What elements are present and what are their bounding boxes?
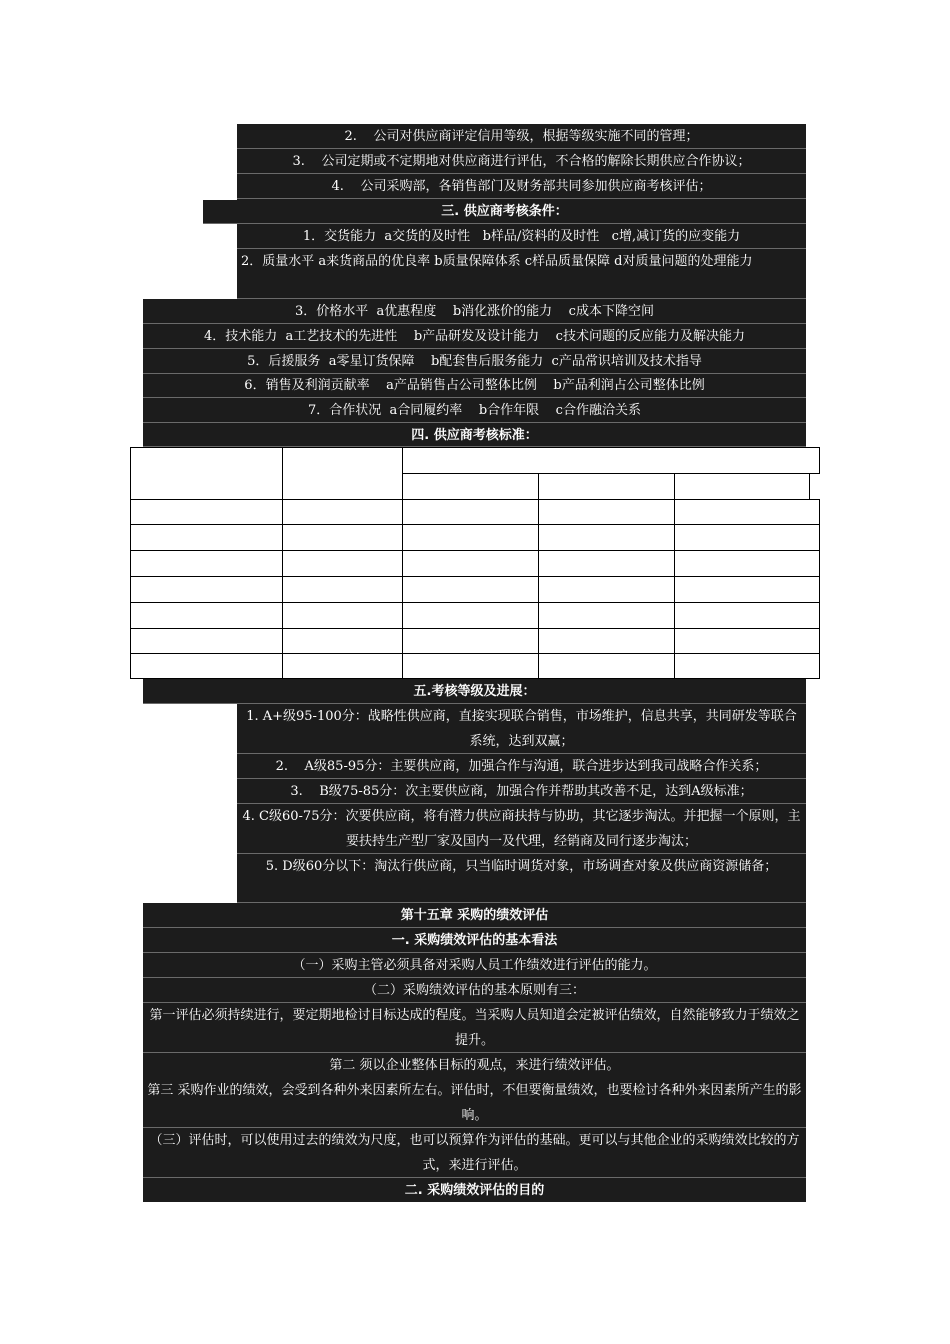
section3-item-5: 5．后援服务 a零星订货保障 b配套售后服务能力 c产品常识培训及技术指导: [143, 349, 806, 374]
table-line: [819, 447, 820, 474]
section3-item-3: 3．价格水平 a优惠程度 b消化涨价的能力 c成本下降空间: [143, 299, 806, 324]
table-line: [819, 499, 820, 679]
section5-item-1: 1. A+级95-100分：战略性供应商，直接实现联合销售，市场维护，信息共享，共同研发等联合系统，达到双赢；: [237, 704, 806, 754]
section5-item-5: 5. D级60分以下：淘汰行供应商，只当临时调货对象，市场调查对象及供应商资源储备；: [237, 854, 806, 903]
section3-item-4: 4．技术能力 a工艺技术的先进性 b产品研发及设计能力 c技术问题的反应能力及解决能力: [143, 324, 806, 349]
section2-item-2: 2. 公司对供应商评定信用等级，根据等级实施不同的管理；: [237, 124, 806, 149]
part1-item-5: 第三 采购作业的绩效，会受到各种外来因素所左右。评估时，不但要衡量绩效，也要检讨各种外来因素所产生的影响。: [143, 1078, 806, 1128]
part1-item-2: （二）采购绩效评估的基本原则有三：: [143, 978, 806, 1003]
table-line: [130, 447, 820, 448]
part1-title: 一. 采购绩效评估的基本看法: [143, 928, 806, 953]
table-line: [130, 602, 820, 603]
part2-title: 二. 采购绩效评估的目的: [404, 1183, 545, 1198]
section3-item-6: 6．销售及利润贡献率 a产品销售占公司整体比例 b产品利润占公司整体比例: [143, 373, 806, 398]
table-line: [130, 499, 820, 500]
section3-item-7: 7．合作状况 a合同履约率 b合作年限 c合作融洽关系: [143, 398, 806, 423]
section5-item-3: 3. B级75-85分：次主要供应商，加强合作并帮助其改善不足，达到A级标准；: [237, 779, 806, 804]
part1-item-3: 第一评估必须持续进行，要定期地检讨目标达成的程度。当采购人员知道会定被评估绩效，自然能够致力于绩效之提升。: [143, 1003, 806, 1053]
section3-title: 三. 供应商考核条件：: [203, 199, 806, 224]
section4-title: 四. 供应商考核标准：: [143, 423, 806, 447]
table-line: [402, 447, 403, 679]
chapter-title: 第十五章 采购的绩效评估: [143, 903, 806, 928]
table-line: [130, 628, 820, 629]
table-line: [130, 550, 820, 551]
section2-item-4: 4. 公司采购部，各销售部门及财务部共同参加供应商考核评估；: [237, 174, 806, 199]
table-line: [402, 473, 820, 474]
section3-item-2: 2．质量水平 a来货商品的优良率 b质量保障体系 c样品质量保障 d对质量问题的处理能力: [237, 249, 806, 299]
section5-item-4: 4. C级60-75分：次要供应商，将有潜力供应商扶持与协助，其它逐步淘汰。并把握一个原则，主要扶持生产型厂家及国内一及代理，经销商及同行逐步淘汰；: [237, 804, 806, 854]
section2-item-3: 3. 公司定期或不定期地对供应商进行评估，不合格的解除长期供应合作协议；: [237, 149, 806, 174]
standards-table: [130, 447, 820, 679]
table-line: [130, 653, 820, 654]
section5-title: 五.考核等级及进展：: [143, 679, 806, 704]
part1-item-6: （三）评估时，可以使用过去的绩效为尺度，也可以预算作为评估的基础。更可以与其他企业的采购绩效比较的方式，来进行评估。: [143, 1128, 806, 1178]
table-line: [282, 447, 283, 679]
table-line: [130, 447, 131, 679]
table-line: [130, 524, 820, 525]
table-line: [809, 474, 810, 499]
part1-item-4: 第二 须以企业整体目标的观点，来进行绩效评估。: [329, 1058, 620, 1073]
part1-item-1: （一）采购主管必须具备对采购人员工作绩效进行评估的能力。: [143, 953, 806, 978]
table-line: [130, 576, 820, 577]
section5-item-2: 2. A级85-95分：主要供应商，加强合作与沟通，联合进步达到我司战略合作关系；: [237, 754, 806, 779]
section3-item-1: 1．交货能力 a交货的及时性 b样品/资料的及时性 c增,减订货的应变能力: [237, 224, 806, 249]
